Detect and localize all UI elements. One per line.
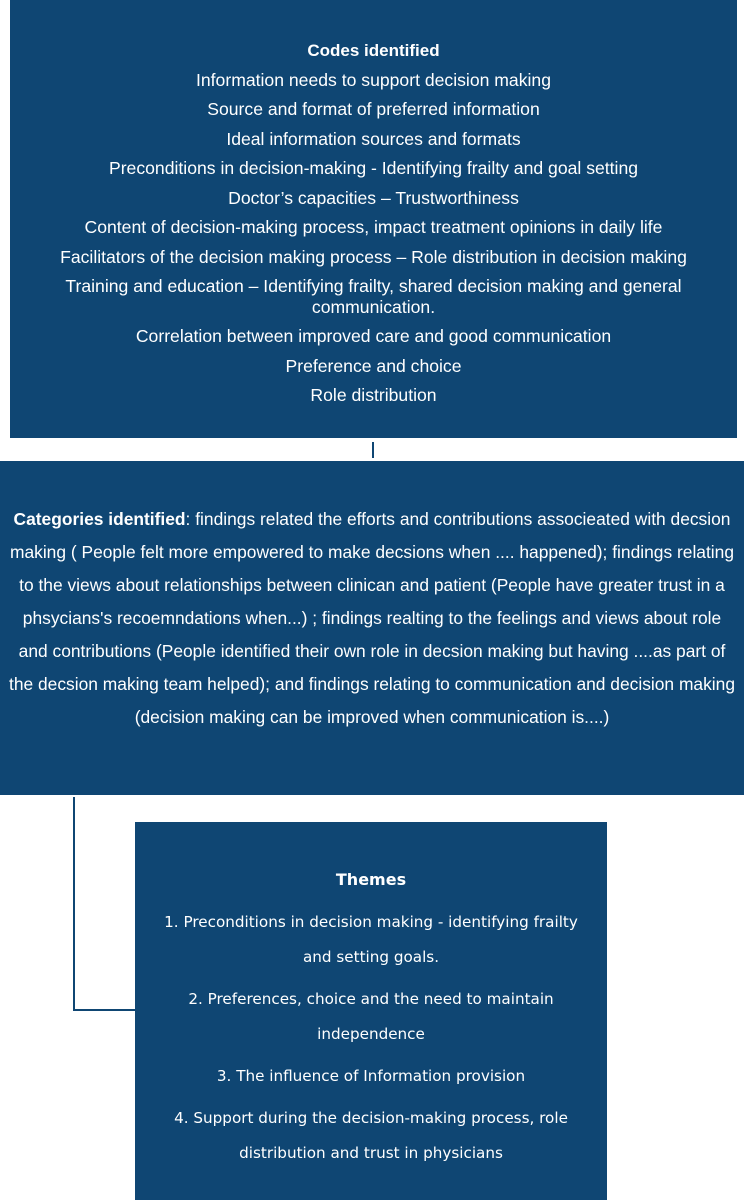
connector-categories-themes-vertical xyxy=(73,797,75,1011)
themes-box xyxy=(135,822,607,1200)
themes-title: Themes xyxy=(335,870,407,889)
code-item: Doctor’s capacities – Trustworthiness xyxy=(228,187,519,208)
code-item: Source and format of preferred information xyxy=(207,99,540,119)
theme-item: 4. Support during the decision-making process, role distribution and trust in physicians xyxy=(174,1109,568,1162)
categories-label: Categories identified xyxy=(13,509,186,529)
code-item: Preconditions in decision-making - Identifying frailty and goal setting xyxy=(108,158,639,178)
code-item: Facilitators of the decision making process – Role distribution in decision making xyxy=(60,246,687,267)
connector-categories-themes-horizontal xyxy=(73,1009,135,1011)
categories-text: : findings related the efforts and contributions associeated with decsion making ( People felt more empowered to make decsions when .... happened); findings relating to the views about relationships between clinican and patient (People have greater trust in a phsycians's recoemndations when...) ; findings realting to the feelings and views about role and contributions (People identified their own role in decsion making but having ....as part of the decsion making team helped); and findings relating to communication and decision making (decision making can be improved when communication is....) xyxy=(9,509,735,727)
code-item: Ideal information sources and formats xyxy=(226,128,521,149)
code-item: Content of decision-making process, impact treatment opinions in daily life xyxy=(84,217,663,237)
codes-box xyxy=(10,0,737,438)
theme-item: 1. Preconditions in decision making - identifying frailty and setting goals. xyxy=(164,913,578,966)
code-item: Information needs to support decision making xyxy=(195,69,551,90)
theme-item: 2. Preferences, choice and the need to maintain independence xyxy=(188,990,554,1043)
code-item: Correlation between improved care and good communication xyxy=(135,326,612,346)
categories-box xyxy=(0,461,744,795)
theme-item: 3. The influence of Information provision xyxy=(216,1067,526,1085)
code-item: Preference and choice xyxy=(285,355,462,376)
code-item: Role distribution xyxy=(310,385,437,405)
connector-codes-categories xyxy=(372,442,374,458)
code-item: Training and education – Identifying frailty, shared decision making and general communication. xyxy=(65,276,682,317)
codes-title: Codes identified xyxy=(307,41,440,60)
